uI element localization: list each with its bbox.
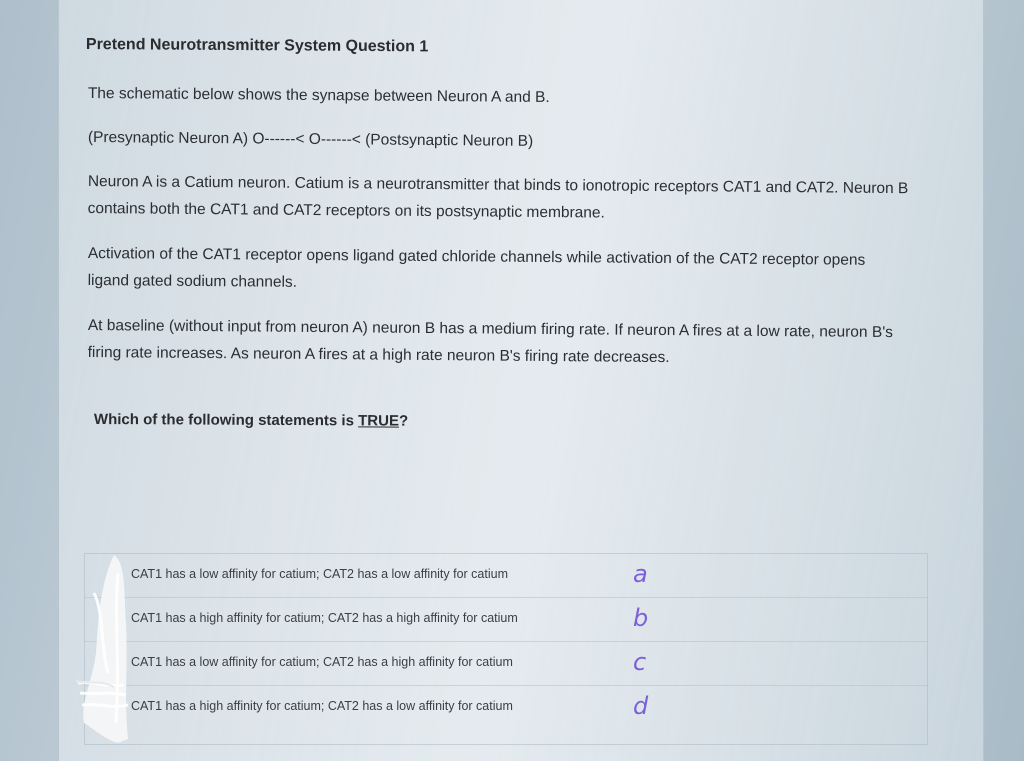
redaction-scribble: [74, 553, 140, 745]
question-prompt-prefix: Which of the following statements is: [93, 411, 359, 430]
answer-option-text: CAT1 has a high affinity for catium; CAT2 has a high affinity for catium: [131, 611, 518, 625]
intro-text: The schematic below shows the synapse between Neuron A and B.: [87, 84, 550, 107]
answer-option-a[interactable]: [85, 554, 927, 598]
answer-options: [84, 553, 928, 745]
synapse-schematic: (Presynaptic Neuron A) O------< O------< (Postsynaptic Neuron B): [87, 128, 534, 150]
catium-paragraph: Neuron A is a Catium neuron. Catium is a neurotransmitter that binds to ionotropic receptors CAT1 and CAT2. Neuron B contains both the CAT1 and CAT2 receptors on its postsynaptic membrane.: [87, 172, 909, 222]
handwritten-letter: b: [633, 604, 649, 632]
question-prompt-emphasis: TRUE: [358, 412, 400, 430]
question-prompt-suffix: ?: [398, 412, 409, 430]
handwritten-letter: c: [633, 648, 647, 676]
answer-option-c[interactable]: [85, 642, 927, 686]
question-prompt: [94, 411, 408, 430]
answer-option-b[interactable]: [85, 598, 927, 642]
handwritten-letter: a: [633, 560, 648, 588]
activation-paragraph: Activation of the CAT1 receptor opens ligand gated chloride channels while activation of the CAT2 receptor opens ligand gated sodium channels.: [87, 244, 866, 291]
answer-option-d[interactable]: [85, 686, 927, 729]
answer-option-text: CAT1 has a low affinity for catium; CAT2 has a low affinity for catium: [131, 567, 509, 581]
answer-option-text: CAT1 has a high affinity for catium; CAT2 has a low affinity for catium: [131, 699, 513, 713]
baseline-paragraph: At baseline (without input from neuron A) neuron B has a medium firing rate. If neuron A fires at a low rate, neuron B's firing rate increases. As neuron A fires at a high rate neuron B's firing rate decreases.: [87, 316, 894, 367]
answer-option-text: CAT1 has a low affinity for catium; CAT2 has a high affinity for catium: [131, 655, 513, 669]
handwritten-letter: d: [633, 692, 649, 720]
question-title: Pretend Neurotransmitter System Question 1: [85, 36, 429, 56]
